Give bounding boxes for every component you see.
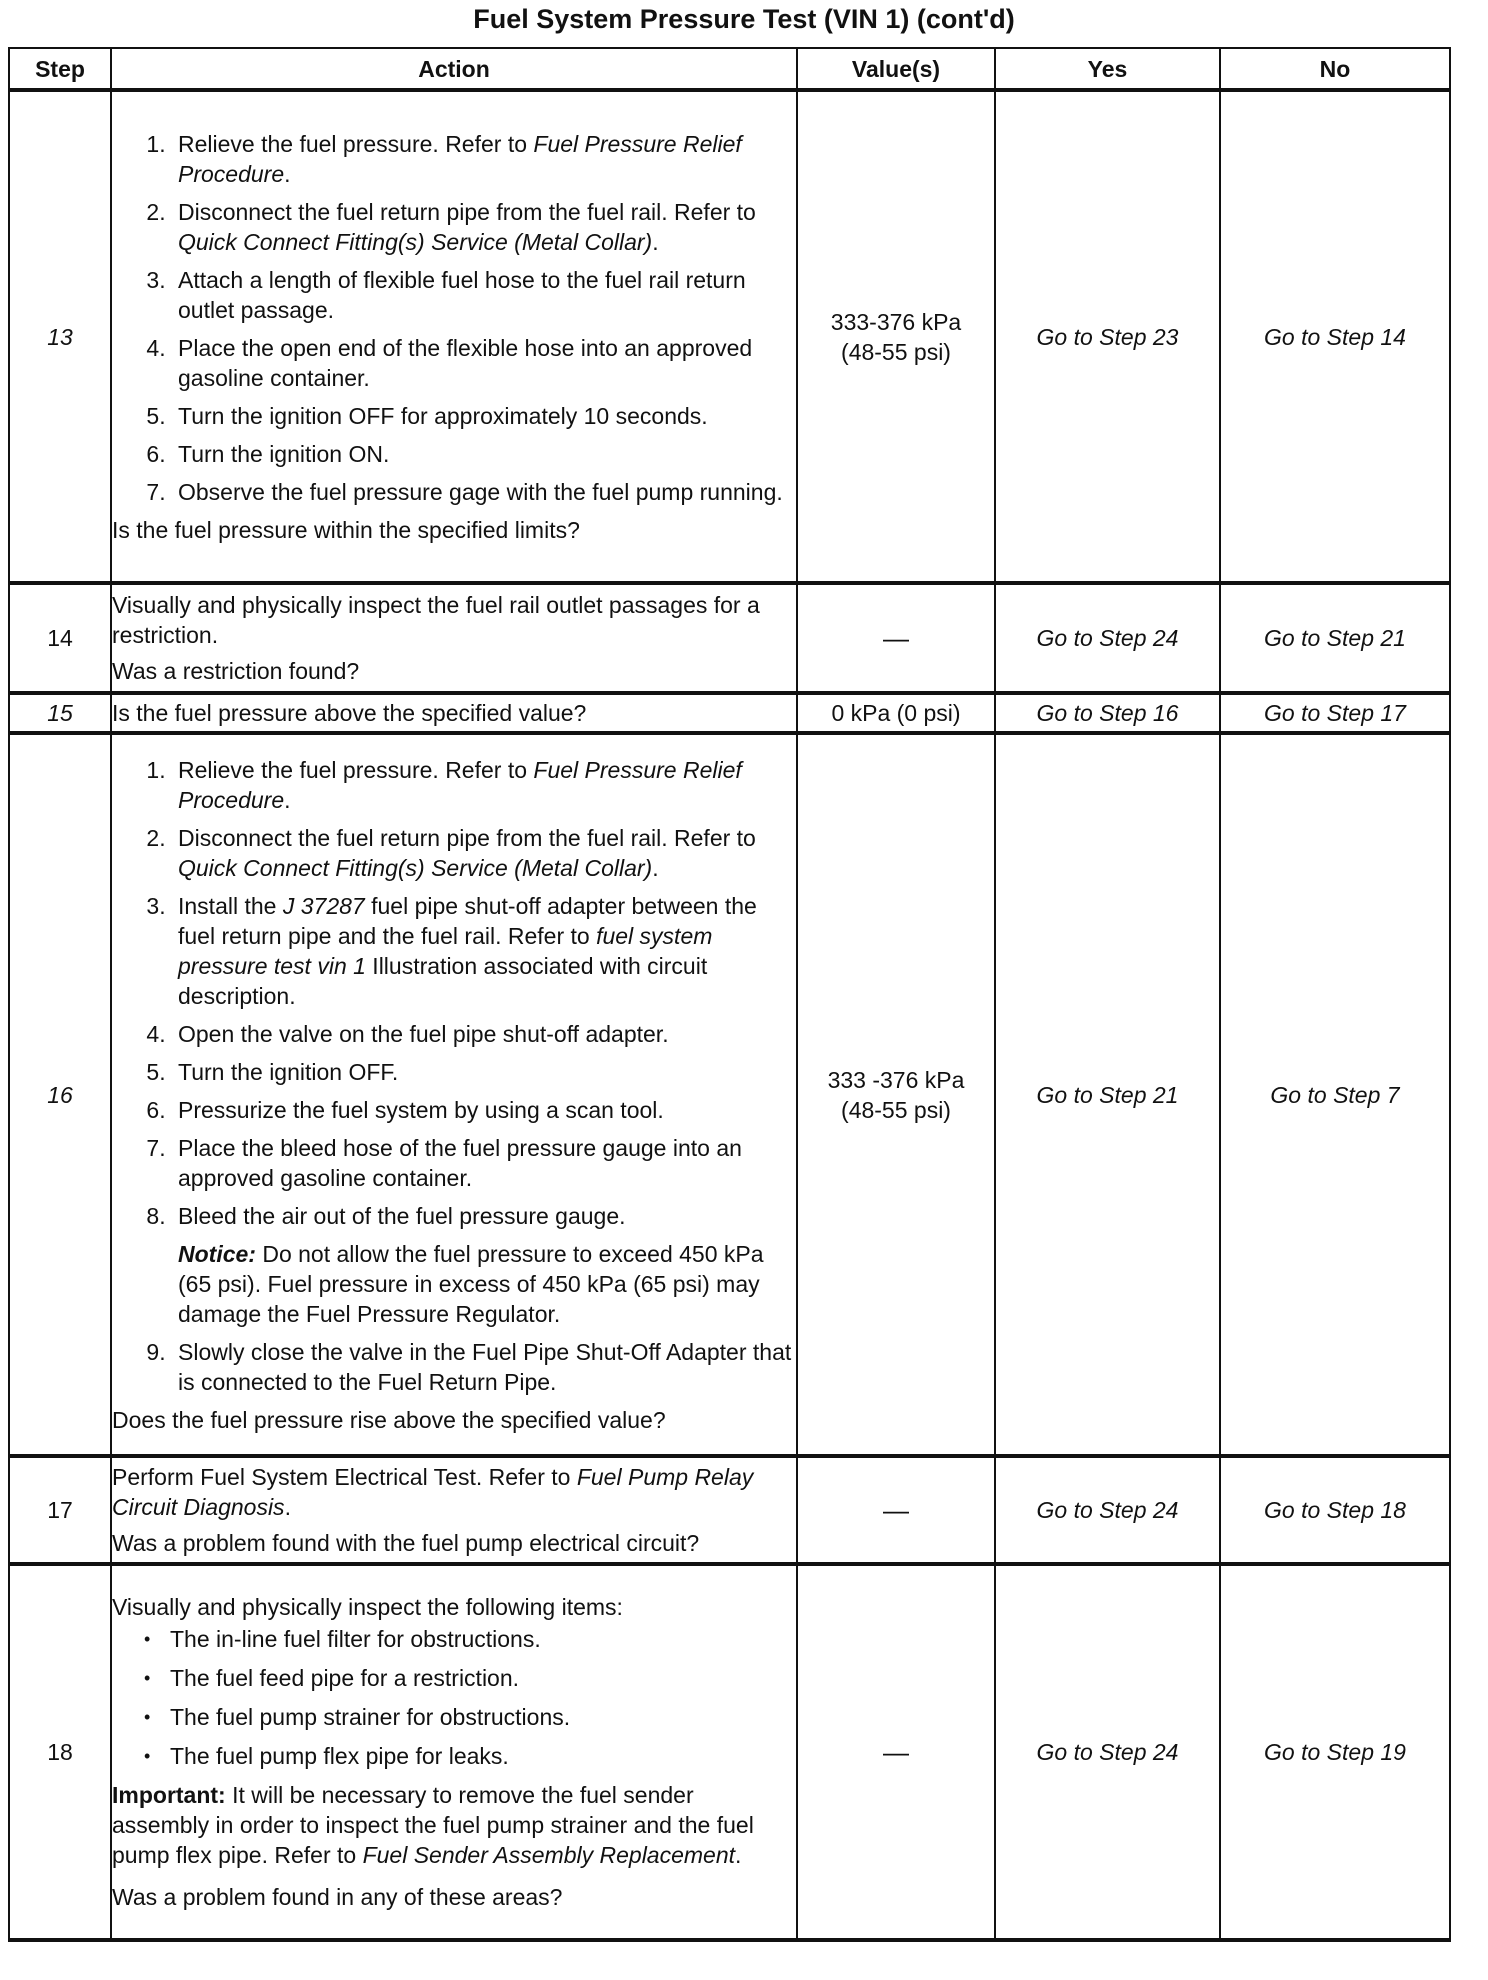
step-number: 13 [9, 90, 111, 583]
no-result: Go to Step 18 [1220, 1456, 1450, 1564]
value-dash: — [883, 1736, 909, 1767]
action-step: 9. Slowly close the valve in the Fuel Pipe Shut-Off Adapter that is connected to the Fuel Return Pipe. [172, 1337, 796, 1397]
header-action: Action [111, 48, 797, 90]
no-result: Go to Step 17 [1220, 693, 1450, 733]
value-cell: 0 kPa (0 psi) [797, 693, 995, 733]
step-number: 15 [9, 693, 111, 733]
value-line: 333-376 kPa [830, 308, 962, 335]
action-step: 7. Observe the fuel pressure gage with the fuel pump running. [172, 477, 796, 507]
table-row-step-17 [9, 1456, 1450, 1564]
table-row-step-13 [9, 90, 1450, 583]
important-note: Important: It will be necessary to remove the fuel sender assembly in order to inspect the fuel pump strainer and the fuel pump flex pipe. Refer to Fuel Sender Assembly Replacement. [112, 1782, 754, 1868]
no-result: Go to Step 21 [1220, 583, 1450, 693]
action-question: Does the fuel pressure rise above the specified value? [112, 1406, 666, 1433]
yes-result: Go to Step 24 [995, 1564, 1220, 1940]
value-dash: — [883, 622, 909, 653]
action-text: Visually and physically inspect the fuel rail outlet passages for a restriction. [112, 592, 760, 648]
value-cell [797, 1564, 995, 1940]
step-number: 18 [9, 1564, 111, 1940]
table-row-step-18 [9, 1564, 1450, 1940]
action-steps-list [112, 755, 796, 1397]
list-item: • The fuel feed pipe for a restriction. [170, 1663, 796, 1693]
action-steps-list [112, 129, 796, 507]
header-row [9, 48, 1450, 90]
step-number: 17 [9, 1456, 111, 1564]
action-cell [111, 90, 797, 583]
yes-result: Go to Step 24 [995, 1456, 1220, 1564]
yes-result: Go to Step 21 [995, 733, 1220, 1456]
action-step: 7. Place the bleed hose of the fuel pressure gauge into an approved gasoline container. [172, 1133, 796, 1193]
table-row-step-16 [9, 733, 1450, 1456]
action-step: 4. Place the open end of the flexible hose into an approved gasoline container. [172, 333, 796, 393]
value-line: (48-55 psi) [841, 338, 951, 365]
action-step: 2. Disconnect the fuel return pipe from the fuel rail. Refer to Quick Connect Fitting(s) Service (Metal Collar). [172, 197, 796, 257]
page-title: Fuel System Pressure Test (VIN 1) (cont'd) [473, 4, 1015, 34]
action-text: Visually and physically inspect the following items: [112, 1594, 623, 1620]
action-step: 1. Relieve the fuel pressure. Refer to Fuel Pressure Relief Procedure. [172, 755, 796, 815]
action-step: 4. Open the valve on the fuel pipe shut-off adapter. [172, 1019, 796, 1049]
action-step: 3. Install the J 37287 fuel pipe shut-off adapter between the fuel return pipe and the fuel rail. Refer to fuel system pressure test vin 1 Illustration associated with circuit description. [172, 891, 796, 1011]
action-step: 5. Turn the ignition OFF for approximately 10 seconds. [172, 401, 796, 431]
yes-result: Go to Step 16 [995, 693, 1220, 733]
action-question: Was a problem found with the fuel pump electrical circuit? [112, 1530, 700, 1556]
no-result: Go to Step 19 [1220, 1564, 1450, 1940]
action-text: Perform Fuel System Electrical Test. Refer to Fuel Pump Relay Circuit Diagnosis. [112, 1464, 754, 1520]
list-item: • The fuel pump strainer for obstructions. [170, 1702, 796, 1732]
action-cell [111, 1564, 797, 1940]
value-line: 333 -376 kPa [827, 1066, 965, 1093]
action-question: Was a problem found in any of these areas? [112, 1884, 563, 1910]
inspection-list [112, 1624, 796, 1771]
notice-text: Notice: Do not allow the fuel pressure to exceed 450 kPa (65 psi). Fuel pressure in excess of 450 kPa (65 psi) may damage the Fuel Pressure Regulator. [178, 1240, 764, 1327]
header-values: Value(s) [797, 48, 995, 90]
action-step: 5. Turn the ignition OFF. [172, 1057, 796, 1087]
value-dash: — [883, 1494, 909, 1525]
header-no: No [1220, 48, 1450, 90]
action-step: 3. Attach a length of flexible fuel hose to the fuel rail return outlet passage. [172, 265, 796, 325]
action-step: 6. Turn the ignition ON. [172, 439, 796, 469]
yes-result: Go to Step 23 [995, 90, 1220, 583]
action-question: Is the fuel pressure within the specified limits? [112, 516, 580, 543]
action-step: 2. Disconnect the fuel return pipe from the fuel rail. Refer to Quick Connect Fitting(s) Service (Metal Collar). [172, 823, 796, 883]
step-number: 14 [9, 583, 111, 693]
action-cell [111, 733, 797, 1456]
action-step: 8. Bleed the air out of the fuel pressure gauge. Notice: Do not allow the fuel pressure to exceed 450 kPa (65 psi). Fuel pressure in excess of 450 kPa (65 psi) may damage the Fuel Pressure Regulator. [172, 1201, 796, 1329]
table-row-step-14 [9, 583, 1450, 693]
value-cell [797, 583, 995, 693]
no-result: Go to Step 14 [1220, 90, 1450, 583]
action-cell [111, 1456, 797, 1564]
header-step: Step [9, 48, 111, 90]
table-row-step-15 [9, 693, 1450, 733]
header-yes: Yes [995, 48, 1220, 90]
yes-result: Go to Step 24 [995, 583, 1220, 693]
value-cell [797, 1456, 995, 1564]
action-cell [111, 583, 797, 693]
procedure-table [8, 47, 1451, 1942]
no-result: Go to Step 7 [1220, 733, 1450, 1456]
list-item: • The fuel pump flex pipe for leaks. [170, 1741, 796, 1771]
step-number: 16 [9, 733, 111, 1456]
action-step: 6. Pressurize the fuel system by using a scan tool. [172, 1095, 796, 1125]
action-question: Is the fuel pressure above the specified value? [112, 700, 587, 726]
action-step: 1. Relieve the fuel pressure. Refer to Fuel Pressure Relief Procedure. [172, 129, 796, 189]
value-cell [797, 90, 995, 583]
list-item: • The in-line fuel filter for obstructions. [170, 1624, 796, 1654]
value-line: (48-55 psi) [841, 1096, 951, 1123]
action-cell [111, 693, 797, 733]
action-question: Was a restriction found? [112, 658, 360, 684]
value-cell [797, 733, 995, 1456]
